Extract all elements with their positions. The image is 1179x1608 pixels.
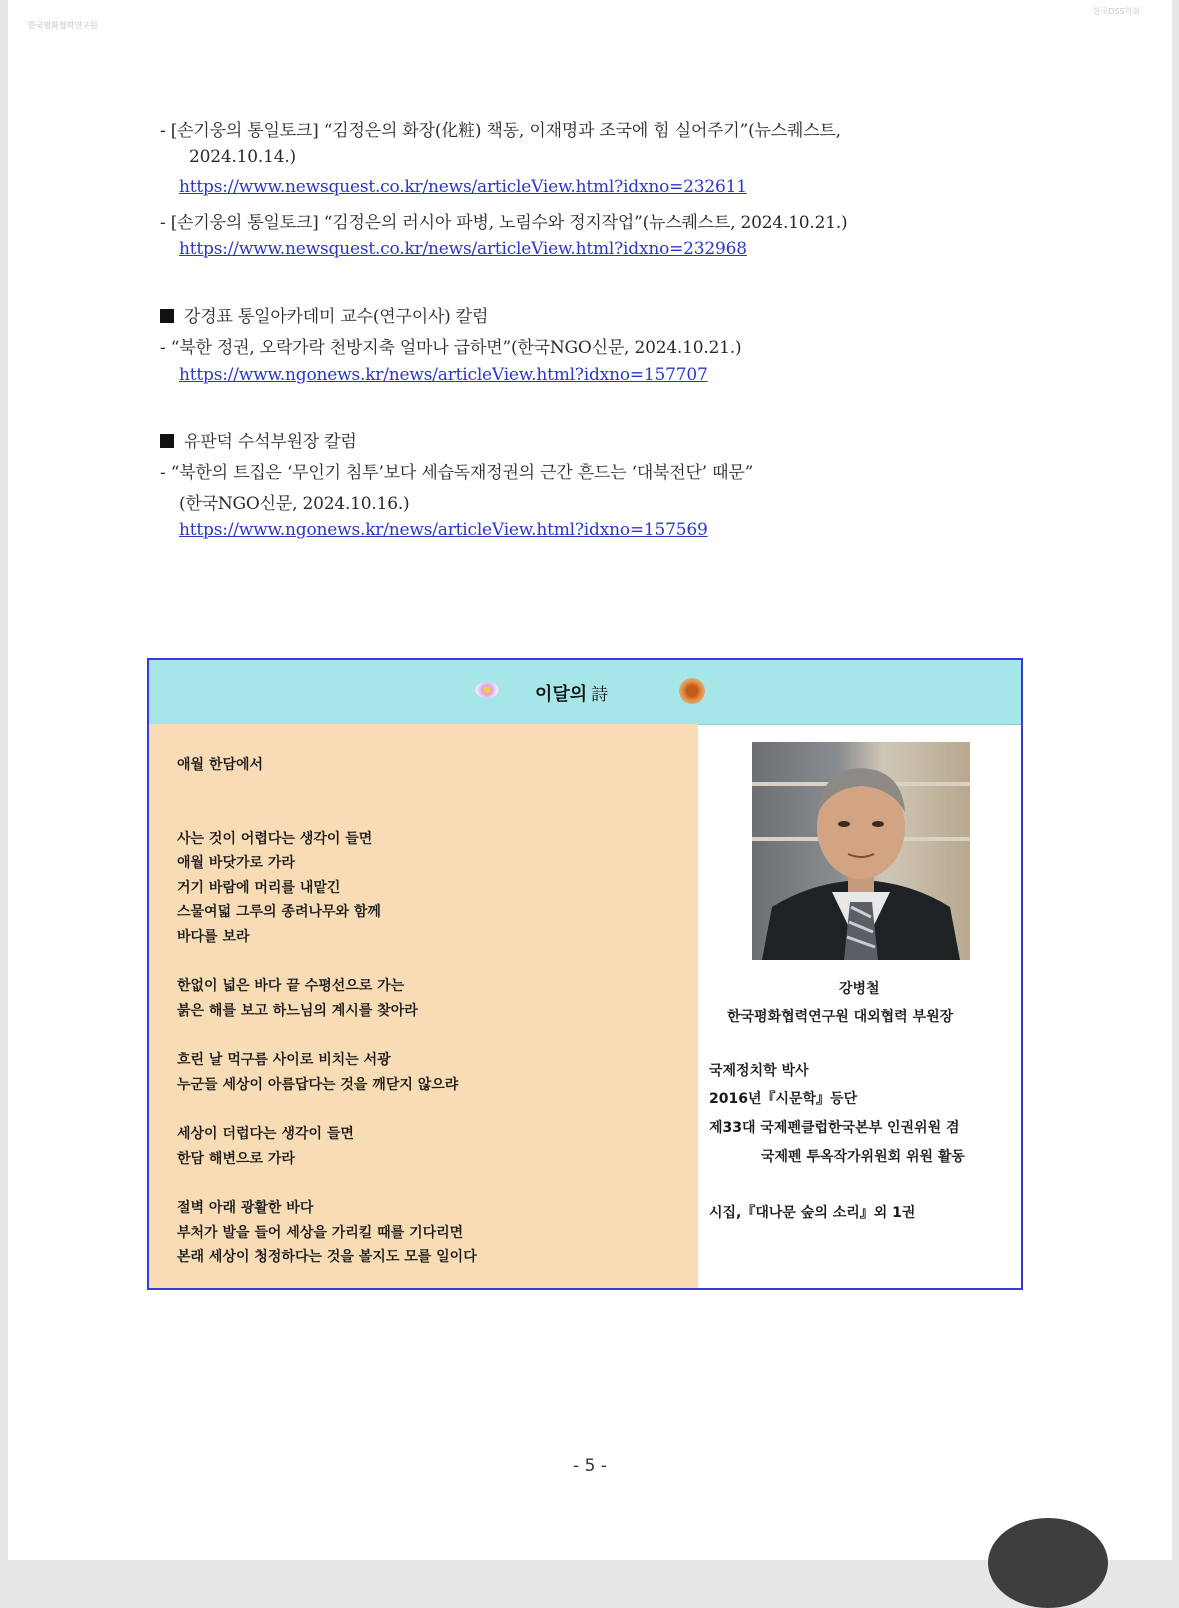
section-heading-text: 강경표 통일아카데미 교수(연구이사) 칼럼 xyxy=(184,307,489,327)
poem-title: 애월 한담에서 xyxy=(177,757,264,773)
floating-action-button[interactable] xyxy=(988,1518,1108,1608)
poet-bio-line: 국제펜 투옥작가위원회 위원 활동 xyxy=(761,1149,965,1165)
article-item-4: - “북한의 트집은 ‘무인기 침투’보다 세습독재정권의 근간 흔드는 ‘대북전단’ 때문” xyxy=(160,463,754,483)
poem-line: 누군들 세상이 아름답다는 것을 깨닫지 않으랴 xyxy=(177,1077,459,1093)
poem-line: 스물여덟 그루의 종려나무와 함께 xyxy=(177,904,381,920)
article-link[interactable]: https://www.ngonews.kr/news/articleView.html?idxno=157569 xyxy=(179,520,708,540)
poem-line: 흐린 날 먹구름 사이로 비치는 서광 xyxy=(177,1052,391,1068)
article-item-3: - “북한 정권, 오락가락 천방지축 얼마나 급하면”(한국NGO신문, 2024.10.21.) xyxy=(160,338,742,358)
poet-bio-line: 2016년『시문학』등단 xyxy=(709,1091,858,1107)
square-bullet-icon xyxy=(160,309,174,323)
poet-position: 한국평화협력연구원 대외협력 부원장 xyxy=(727,1009,954,1025)
article-title: [손기웅의 통일토크] “김정은의 화장(化粧) 책동, 이재명과 조국에 힘 실어주기”(뉴스퀘스트, xyxy=(170,121,841,141)
poem-box-title-text: 이달의 xyxy=(535,684,588,705)
poet-bio-line: 시집,『대나문 숲의 소리』외 1권 xyxy=(709,1205,916,1221)
poem-line: 본래 세상이 청정하다는 것을 볼지도 모를 일이다 xyxy=(177,1249,477,1265)
article-date: 2024.10.14.) xyxy=(189,147,296,167)
poem-line: 절벽 아래 광활한 바다 xyxy=(177,1200,314,1216)
poem-line: 한담 해변으로 가라 xyxy=(177,1151,295,1167)
poem-box-title xyxy=(535,680,608,706)
article-item-1 xyxy=(160,116,841,141)
poem-line: 붉은 해를 보고 하느님의 계시를 찾아라 xyxy=(177,1003,418,1019)
poem-line: 한없이 넓은 바다 끝 수평선으로 가는 xyxy=(177,978,405,994)
article-title: [손기웅의 통일토크] “김정은의 러시아 파병, 노림수와 정지작업”(뉴스퀘스트, 2024.10.21.) xyxy=(170,213,848,233)
document-page xyxy=(8,0,1172,1560)
poem-line: 거기 바람에 머리를 내맡긴 xyxy=(177,880,341,896)
article-link[interactable]: https://www.ngonews.kr/news/articleView.html?idxno=157707 xyxy=(179,365,708,385)
poet-bio-line: 국제정치학 박사 xyxy=(709,1063,809,1079)
poem-line: 바다를 보라 xyxy=(177,929,250,945)
poem-text-panel xyxy=(149,724,698,1288)
section-heading-yoo xyxy=(160,427,357,452)
poem-line: 세상이 더럽다는 생각이 들면 xyxy=(177,1126,354,1142)
poem-of-the-month-box xyxy=(147,658,1023,1290)
poet-name: 강병철 xyxy=(839,981,880,997)
flower-icon xyxy=(679,678,705,704)
section-heading-kang xyxy=(160,302,488,327)
header-logo-text: 한국평화협력연구원 xyxy=(28,21,98,30)
header-right-text: 한국DSS학회 xyxy=(1092,7,1140,16)
page-number: - 5 - xyxy=(573,1456,607,1476)
flower-icon xyxy=(475,682,499,698)
section-heading-text: 유판덕 수석부원장 칼럼 xyxy=(184,432,357,452)
poem-box-header xyxy=(149,660,1021,725)
article-link[interactable]: https://www.newsquest.co.kr/news/articleView.html?idxno=232968 xyxy=(179,239,747,259)
poem-line: 사는 것이 어렵다는 생각이 들면 xyxy=(177,831,373,847)
poet-bio-line: 제33대 국제펜클럽한국본부 인권위원 겸 xyxy=(709,1120,960,1136)
poem-box-title-hanja: 詩 xyxy=(591,685,609,705)
article-item-2 xyxy=(160,208,848,233)
poem-line: 부처가 발을 들어 세상을 가리킬 때를 기다리면 xyxy=(177,1225,464,1241)
item-prefix: - xyxy=(160,213,171,233)
article-source: (한국NGO신문, 2024.10.16.) xyxy=(179,494,410,514)
item-prefix: - xyxy=(160,121,171,141)
poem-line: 애월 바닷가로 가라 xyxy=(177,855,295,871)
poet-photo xyxy=(752,742,970,960)
article-link[interactable]: https://www.newsquest.co.kr/news/articleView.html?idxno=232611 xyxy=(179,177,747,197)
square-bullet-icon xyxy=(160,434,174,448)
